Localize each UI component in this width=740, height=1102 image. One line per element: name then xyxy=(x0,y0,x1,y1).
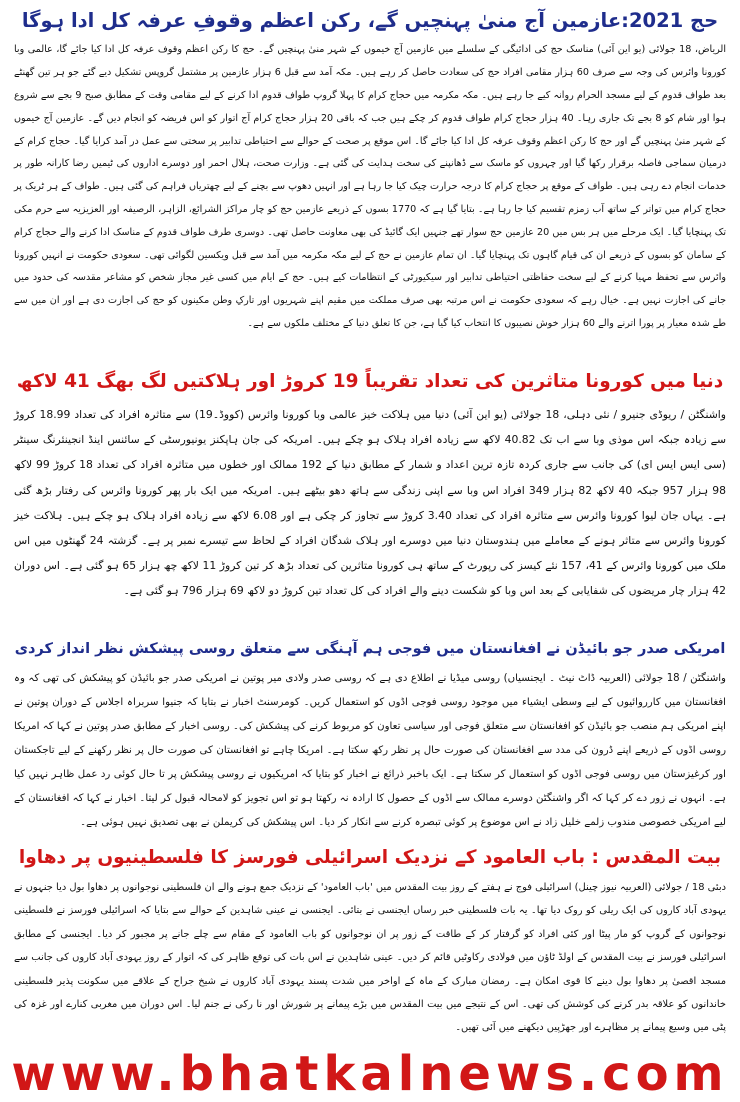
story-corona xyxy=(0,360,740,604)
story-hajj xyxy=(0,4,740,336)
body-hajj: الریاض، 18 جولائی (یو این آئی) مناسک حج کی ادائیگی کے سلسلے میں عازمین آج خیموں کے شہر منیٰ پہنچیں گے۔ حج کا رکن اعظم وقوف عرفہ کل ادا کیا جائے گا، عالمی وبا کورونا وائرس کی وجہ سے صرف 60 ہزار مقامی افراد حج کی سعادت حاصل کر رہے ہیں۔ مکہ آمد سے قبل 6 ہزار عازمین پر مشتمل گروپس تشکیل دیے گئے جو ہر تین گھنٹے بعد طواف قدوم کے لیے مسجد الحرام روانہ کیے جا رہے ہیں۔ مکہ مکرمہ میں حجاج کرام کا پہلا گروپ طواف قدوم ادا کرنے کے لیے مقامی وقت کے مطابق صبح 9 بجے سے شروع ہوا اور شام کو 8 بجے تک جاری رہا۔ 40 ہزار حجاج کرام طواف قدوم کر چکے ہیں جب کہ باقی 20 ہزار حجاج کرام آج اتوار کو اس فریضہ کو انجام دیں گے۔ عازمین آج خیموں کے شہر منیٰ پہنچیں گے اور حج کا رکن اعظم وقوف عرفہ کل ادا کیا جائے گا۔ اس موقع پر صحت کے حوالے سے احتیاطی تدابیر پر سختی سے عمل در آمد کرایا گیا۔ حجاج کرام کے درمیان سماجی فاصلہ برقرار رکھا گیا اور چہروں کو ماسک سے ڈھانپنے کی سخت ہدایت کی گئی ہے۔ وزارت صحت، ہلال احمر اور دوسرے اداروں کی ٹیمیں رضا کارانہ طور پر خدمات انجام دے رہی ہیں۔ طواف کے موقع پر حجاج کرام کا درجہ حرارت چیک کیا جا رہا ہے اور انہیں دھوپ سے بچنے کے لیے چھتریاں فراہم کی گئی ہیں۔ طواف کے ہر ٹریک پر حجاج کرام میں تواتر کے ساتھ آب زمزم تقسیم کیا جا رہا ہے۔ بتایا گیا ہے کہ 1770 بسوں کے ذریعے عازمین حج کو چار مراکز الشرائع، الزاہر، الرصیفہ اور العزیزیہ سے حرم مکی تک پہنچایا گیا۔ ایک مرحلے میں ہر بس میں 20 عازمین حج سوار تھے جنہیں ایک گائیڈ کی بھی معاونت حاصل تھی۔ دوسری طرف طواف قدوم کے مناسک ادا کرنے والے حجاج کرام کے سامان کو بسوں کے ذریعے ان کی قیام گاہوں تک پہنچایا گیا۔ ان تمام عازمین نے حج کے لیے مکہ مکرمہ میں آمد سے قبل ویکسین لگوائی تھی۔ سعودی حکومت نے انہیں کورونا وائرس سے تحفظ مہیا کرنے کے لیے سخت حفاظتی احتیاطی تدابیر اور سیکیورٹی کے انتظامات کیے ہیں۔ حج کے ایام میں کسی غیر مجاز شخص کو مشاعر مقدسہ کی حدود میں جانے کی اجازت نہیں ہے۔ خیال رہے کہ سعودی حکومت نے اس مرتبہ بھی صرف مملکت میں مقیم اپنے شہریوں اور تارکِ وطن مکینوں کو حج کی اجازت دی ہے اور ان میں سے طے شدہ معیار پر پورا اترنے والے 60 ہزار خوش نصیبوں کا انتخاب کیا گیا ہے، جن کا تعلق دنیا کے مختلف ملکوں سے ہے۔ xyxy=(14,44,726,329)
story-afghanistan xyxy=(0,640,740,835)
body-corona: واشنگٹن / ریوڈی جنیرو / نئی دہلی، 18 جولائی (یو این آئی) دنیا میں ہلاکت خیز عالمی وبا کورونا وائرس (کووڈ۔19) سے متاثرہ افراد کی تعداد 18.99 کروڑ سے زیادہ جبکہ اس موذی وبا سے اب تک 40.82 لاکھ سے زیادہ افراد ہلاک ہو چکے ہیں۔ امریکہ کی جان ہاپکنز یونیورسٹی کے سائنس اینڈ انجینئرنگ سینٹر (سی ایس ایس ای) کی جانب سے جاری کردہ تازہ ترین اعداد و شمار کے مطابق دنیا کے 192 ممالک اور خطوں میں متاثرہ افراد کی تعداد 18 کروڑ 99 لاکھ 98 ہزار 957 جبکہ 40 لاکھ 82 ہزار 349 افراد اس وبا سے اپنی زندگی سے ہاتھ دھو بیٹھے ہیں۔ امریکہ میں ایک بار پھر کورونا وائرس کی رفتار بڑھ گئی ہے۔ یہاں جان لیوا کورونا وائرس سے متاثرہ افراد کی تعداد 3.40 کروڑ سے تجاوز کر چکی ہے اور 6.08 لاکھ سے زیادہ افراد ہلاک ہو چکے ہیں۔ ہلاکت خیز کورونا وائرس سے متاثر ہونے کے معاملے میں ہندوستان دنیا میں دوسرے اور ہلاک شدگان افراد کے لحاظ سے تیسرے نمبر پر ہے۔ گزشتہ 24 گھنٹوں میں اس ملک میں کورونا وائرس کے 41، 157 نئے کیسز کی رپورٹ کے ساتھ ہی کورونا متاثرین کی تعداد بڑھ کر تین کروڑ 11 لاکھ چھ ہزار 65 ہو گئی ہے۔ اس دوران 42 ہزار چار مریضوں کی شفایابی کے بعد اس وبا کو شکست دینے والے افراد کی کل تعداد تین کروڑ دو لاکھ 69 ہزار 796 ہو گئی ہے۔ xyxy=(14,408,726,598)
headline-jerusalem: بیت المقدس : باب العامود کے نزدیک اسرائیلی فورسز کا فلسطینیوں پر دھاوا xyxy=(18,847,722,868)
body-jerusalem: دبئی 18 / جولائی (العربیہ نیوز چینل) اسرائیلی فوج نے ہفتے کے روز بیت المقدس میں 'باب العامود' کے نزدیک جمع ہونے والے ان فلسطینی نوجوانوں پر دھاوا بول دیا جنہوں نے یہودی آباد کاروں کی ایک ریلی کو روک دیا تھا۔ یہ بات فلسطینی خبر رساں ایجنسی نے بتائی۔ ایجنسی نے عینی شاہدین کے حوالے سے بتایا کہ اسرائیلی فورسز نے فلسطینی نوجوانوں کے گروپ کو مار پیٹا اور کئی افراد کو گرفتار کر کے طاقت کے زور پر ان نوجوانوں کو باب العامود کے مقام سے چلے جانے پر مجبور کر دیا۔ ایجنسی کے مطابق اسرائیلی فورسز نے بیت المقدس کے اولڈ ٹاؤن میں فولادی رکاوٹیں قائم کر دیں۔ عینی شاہدین نے اس بات کی توقع ظاہر کی کہ اتوار کے روز یہودی آباد کاروں کی جانب سے مسجد اقصیٰ پر دھاوا بول دینے کا قوی امکان ہے۔ رمضان مبارک کے ماہ کے اواخر میں شدت پسند یہودی آباد کاروں نے شیخ جراح کے علاقے میں سکونت پذیر فلسطینی خاندانوں کو علاقہ بدر کرنے کی کوشش کی تھی۔ اس کے نتیجے میں بیت المقدس میں بڑے پیمانے پر شورش اور نا رکی نے جنم لیا۔ اس دوران میں مغربی کنارے اور غزہ کی پٹی میں وسیع پیمانے پر مظاہرے اور جھڑپیں دیکھنے میں آئی تھیں۔ xyxy=(14,882,726,1034)
story-jerusalem xyxy=(0,846,740,1040)
headline-corona: دنیا میں کورونا متاثرین کی تعداد تقریباً 19 کروڑ اور ہلاکتیں لگ بھگ 41 لاکھ xyxy=(16,371,724,392)
headline-afghanistan: امریکی صدر جو بائیڈن نے افغانستان میں فوجی ہم آہنگی سے متعلق روسی پیشکش نظر انداز کردی xyxy=(14,641,726,657)
body-afghanistan: واشنگٹن / 18 جولائی (العربیہ ڈاٹ نیٹ ۔ ایجنسیاں) روسی میڈیا نے اطلاع دی ہے کہ روسی صدر ولادی میر پوتین نے امریکی صدر جو بائیڈن کو پیشکش کی تھی کہ وہ افغانستان میں کارروائیوں کے لیے وسطی ایشیاء میں موجود روسی فوجی اڈوں کو استعمال کریں۔ کومرسنٹ اخبار نے بتایا کہ جنیوا سربراہ اجلاس کے دوران پوتین نے اپنے امریکی ہم منصب جو بائیڈن کو افغانستان سے متعلق فوجی اور سیاسی تعاون کو مربوط کرنے کی پیشکش کی۔ روسی اخبار کے مطابق صدر پوتین نے کہا کہ امریکا روسی اڈوں کے ذریعے اپنے ڈرون کی مدد سے افغانستان کی صورت حال پر نظر رکھ سکتا ہے۔ امریکا چاہے تو افغانستان کی صورت حال پر نظر رکھنے کے لیے تاجکستان اور کرغیزستان میں روسی فوجی اڈوں کو استعمال کر سکتا ہے۔ ایک باخبر ذرائع نے اخبار کو بتایا کہ امریکیوں نے روسی پیشکش پر تا حال کوئی رد عمل ظاہر نہیں کیا ہے۔ انہوں نے زور دے کر کہا کہ اگر واشنگٹن دوسرے ممالک سے اڈوں کے حصول کا ارادہ نہ رکھتا ہو تو اس تجویز کو لامحالہ قبول کر لیتا۔ اخبار نے کہا کہ افغانستان کے لیے امریکی خصوصی مندوب زلمے خلیل زاد نے اس موضوع پر کوئی تبصرہ کرنے سے انکار کر دیا۔ اس پیشکش کی کریملن نے بھی تصدیق نہیں ہوئی ہے۔ xyxy=(14,672,726,828)
website-url[interactable]: www.bhatkalnews.com xyxy=(11,1046,729,1102)
footer-website-banner xyxy=(0,1046,740,1102)
headline-hajj: حج 2021:عازمین آج منیٰ پہنچیں گے، رکن اعظم وقوفِ عرفہ کل ادا ہوگا xyxy=(21,9,719,32)
